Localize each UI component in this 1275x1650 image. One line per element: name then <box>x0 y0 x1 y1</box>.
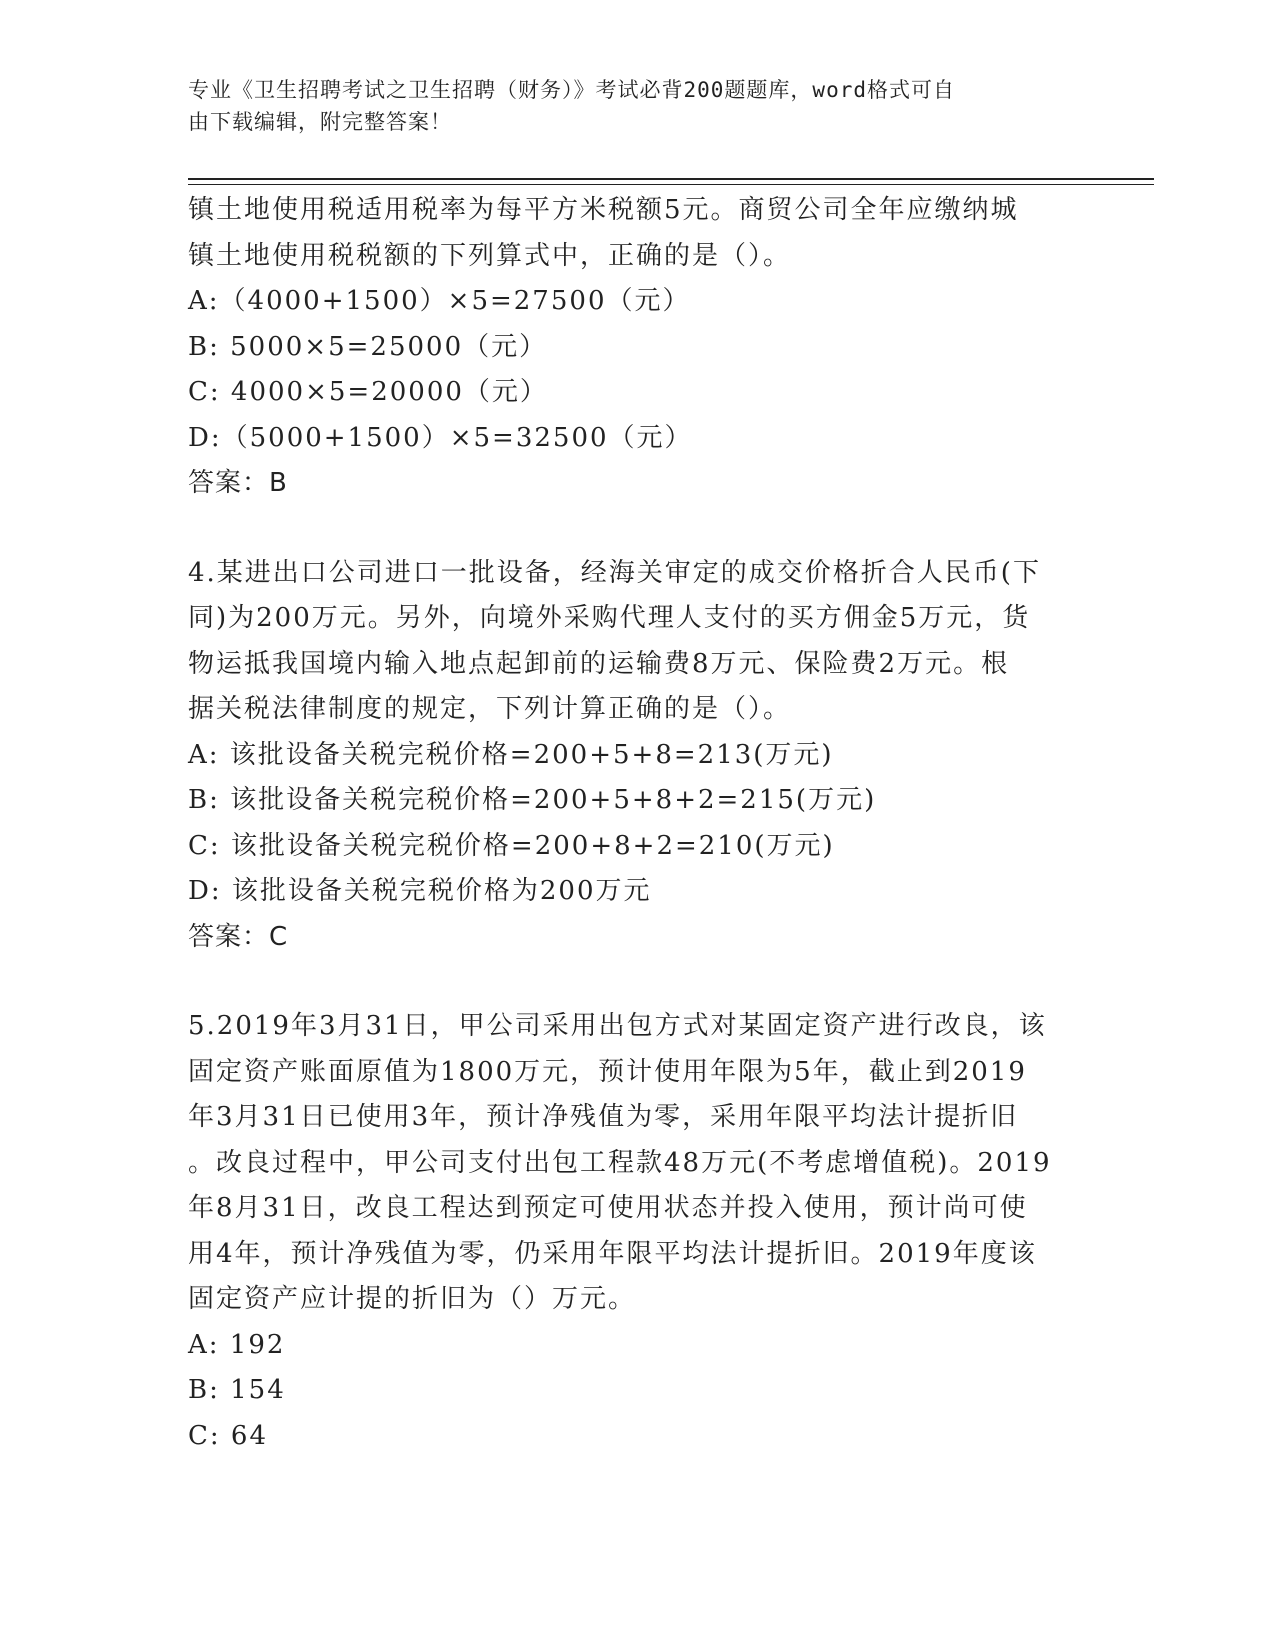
question-text-line: 镇土地使用税税额的下列算式中，正确的是（）。 <box>188 240 792 271</box>
question-3 <box>188 188 1088 507</box>
spacer <box>188 960 1088 1004</box>
header-divider-thin <box>188 184 1154 185</box>
header-title-line-2: 由下载编辑，附完整答案！ <box>188 110 452 134</box>
question-text-line: 5.2019年3月31日，甲公司采用出包方式对某固定资产进行改良，该 <box>188 1011 1047 1041</box>
option-b: B: 5000×5=25000（元） <box>188 331 548 362</box>
question-text-line: 物运抵我国境内输入地点起卸前的运输费8万元、保险费2万元。根 <box>188 648 1010 679</box>
answer-label: 答案：C <box>188 921 289 952</box>
document-body <box>188 188 1088 1459</box>
question-text-line: 镇土地使用税适用税率为每平方米税额5元。商贸公司全年应缴纳城 <box>188 195 1019 225</box>
question-text-line: 固定资产应计提的折旧为（）万元。 <box>188 1284 637 1314</box>
question-text-line: 年8月31日，改良工程达到预定可使用状态并投入使用，预计尚可使 <box>188 1193 1028 1223</box>
question-4 <box>188 551 1088 961</box>
option-b: B: 该批设备关税完税价格=200+5+8+2=215(万元) <box>188 785 877 815</box>
question-text-line: 4.某进出口公司进口一批设备，经海关审定的成交价格折合人民币(下 <box>188 557 1041 588</box>
question-text-line: 年3月31日已使用3年，预计净残值为零，采用年限平均法计提折旧 <box>188 1102 1019 1132</box>
question-text-line: 固定资产账面原值为1800万元，预计使用年限为5年，截止到2019 <box>188 1056 1027 1087</box>
option-c: C: 64 <box>188 1420 269 1451</box>
option-c: C: 该批设备关税完税价格=200+8+2=210(万元) <box>188 830 835 861</box>
spacer <box>188 507 1088 551</box>
option-d: D:（5000+1500）×5=32500（元） <box>188 422 693 453</box>
option-a: A: 192 <box>188 1329 286 1360</box>
question-5 <box>188 1004 1088 1459</box>
option-b: B: 154 <box>188 1375 286 1405</box>
option-c: C: 4000×5=20000（元） <box>188 377 548 407</box>
question-text-line: 用4年，预计净残值为零，仍采用年限平均法计提折旧。2019年度该 <box>188 1238 1037 1269</box>
question-text-line: 。改良过程中，甲公司支付出包工程款48万元(不考虑增值税)。2019 <box>188 1147 1052 1178</box>
answer-label: 答案：B <box>188 468 288 498</box>
option-a: A:（4000+1500）×5=27500（元） <box>188 286 691 316</box>
question-text-line: 同)为200万元。另外，向境外采购代理人支付的买方佣金5万元，货 <box>188 603 1031 633</box>
document-header <box>188 74 1068 138</box>
option-d: D: 该批设备关税完税价格为200万元 <box>188 876 652 906</box>
header-divider-thick <box>188 178 1154 180</box>
header-title-line-1: 专业《卫生招聘考试之卫生招聘（财务）》考试必背200题题库，word格式可自 <box>188 78 955 102</box>
question-text-line: 据关税法律制度的规定，下列计算正确的是（）。 <box>188 694 792 724</box>
option-a: A: 该批设备关税完税价格=200+5+8=213(万元) <box>188 739 834 770</box>
